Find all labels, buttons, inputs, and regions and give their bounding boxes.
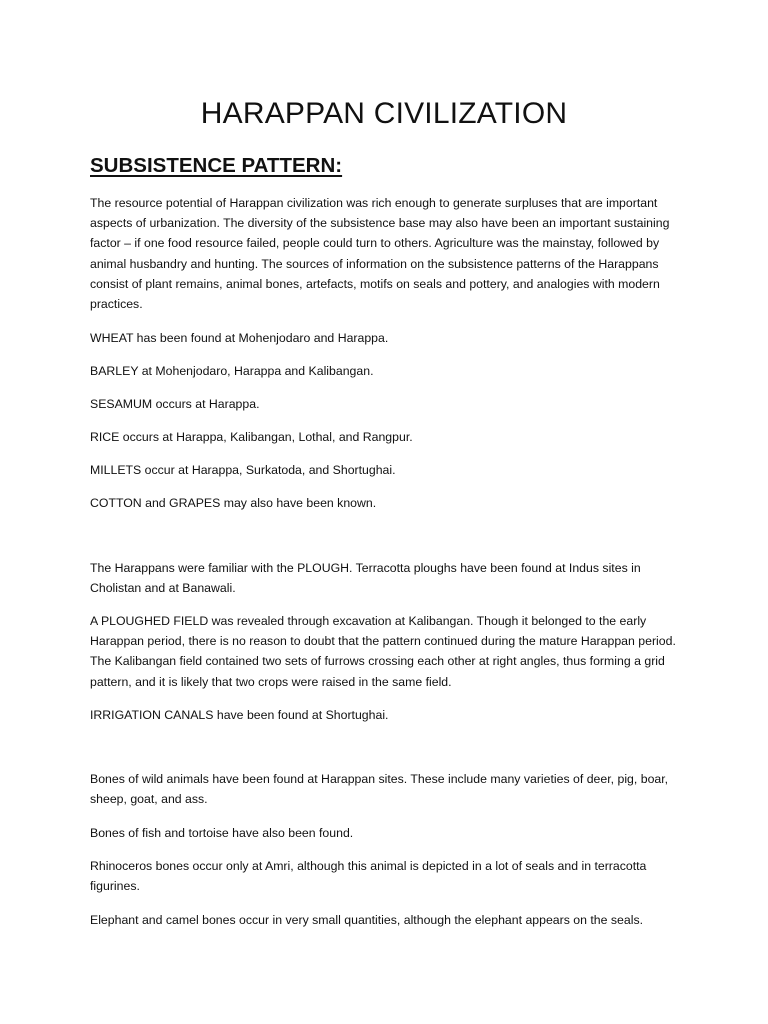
paragraph-fish-tortoise: Bones of fish and tortoise have also been found. <box>90 826 354 840</box>
paragraph-rhinoceros: Rhinoceros bones occur only at Amri, although this animal is depicted in a lot of seals and in terracotta figurines. <box>90 859 647 894</box>
paragraph-wheat: WHEAT has been found at Mohenjodaro and Harappa. <box>90 331 389 345</box>
paragraph-barley: BARLEY at Mohenjodaro, Harappa and Kalibangan. <box>90 364 374 378</box>
document-title: HARAPPAN CIVILIZATION <box>200 97 568 130</box>
paragraph-sesamum: SESAMUM occurs at Harappa. <box>90 397 260 411</box>
paragraph-cotton-grapes: COTTON and GRAPES may also have been known. <box>90 496 377 510</box>
paragraph-plough: The Harappans were familiar with the PLOUGH. Terracotta ploughs have been found at Indus sites in Cholistan and at Banawali. <box>90 561 641 596</box>
paragraph-elephant-camel: Elephant and camel bones occur in very small quantities, although the elephant appears on the seals. <box>90 913 644 927</box>
paragraph-rice: RICE occurs at Harappa, Kalibangan, Lothal, and Rangpur. <box>90 430 413 444</box>
paragraph-irrigation: IRRIGATION CANALS have been found at Shortughai. <box>90 708 389 722</box>
paragraph-wild-animals: Bones of wild animals have been found at Harappan sites. These include many varieties of deer, pig, boar, sheep, goat, and ass. <box>90 772 669 807</box>
section-heading: SUBSISTENCE PATTERN: <box>90 154 343 177</box>
paragraph-ploughed-field: A PLOUGHED FIELD was revealed through excavation at Kalibangan. Though it belonged to the early Harappan period, there is no reason to doubt that the pattern continued during the mature Harappan period. The Kalibangan field contained two sets of furrows crossing each other at right angles, thus forming a grid pattern, and it is likely that two crops were raised in the same field. <box>90 614 676 689</box>
paragraph-millets: MILLETS occur at Harappa, Surkatoda, and Shortughai. <box>90 463 396 477</box>
paragraph-intro: The resource potential of Harappan civilization was rich enough to generate surpluses that are important aspects of urbanization. The diversity of the subsistence base may also have been an important sustaining factor – if one food resource failed, people could turn to others. Agriculture was the mainstay, followed by animal husbandry and hunting. The sources of information on the subsistence patterns of the Harappans consist of plant remains, animal bones, artefacts, motifs on seals and pottery, and analogies with modern practices. <box>90 196 670 312</box>
